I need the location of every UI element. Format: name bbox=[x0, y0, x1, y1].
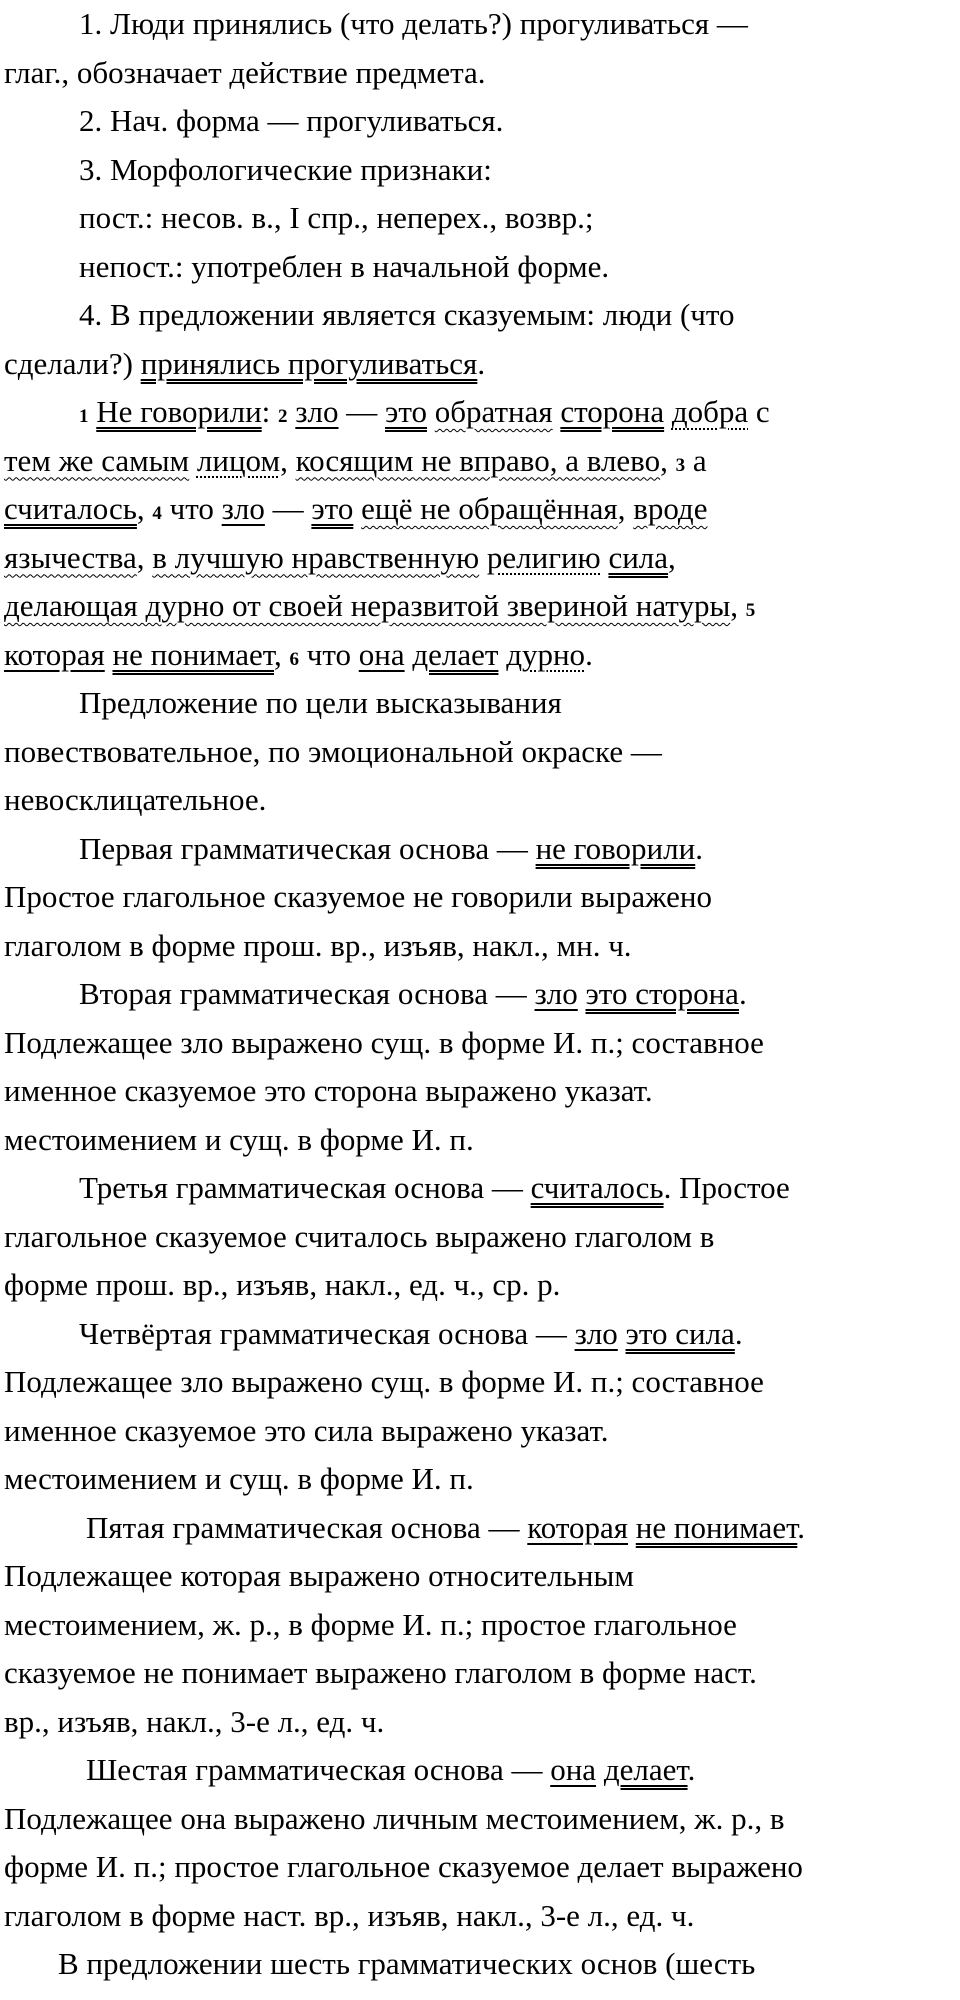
sentence-line-6: которая не понимает, 6 что она делает дурно. bbox=[4, 636, 593, 672]
paragraph-line: Первая грамматическая основа — не говорили. bbox=[79, 830, 703, 866]
plain-text: Четвёртая грамматическая основа — bbox=[79, 1315, 575, 1351]
definition-underline: ещё не обращённая bbox=[361, 491, 618, 526]
paragraph-line: местоимением и сущ. в форме И. п. bbox=[4, 1121, 474, 1157]
sentence-line-3: считалось, 4 что зло — это ещё не обращённая, вроде bbox=[4, 491, 708, 526]
plain-text: Пятая грамматическая основа — bbox=[86, 1509, 528, 1545]
plain-text: Первая грамматическая основа — bbox=[79, 830, 536, 866]
analysis-line-7: 4. В предложении является сказуемым: люди (что bbox=[79, 297, 735, 332]
paragraph-line: именное сказуемое это сторона выражено указат. bbox=[4, 1073, 653, 1108]
subject-underline: которая bbox=[527, 1509, 629, 1545]
predicate-underline: это bbox=[311, 491, 354, 526]
sentence-line-4: язычества, в лучшую нравственную религию сила, bbox=[4, 539, 676, 575]
paragraph-line: форме прош. вр., изъяв, накл., ед. ч., ср. р. bbox=[4, 1267, 561, 1302]
paragraph-line: глаголом в форме прош. вр., изъяв, накл., мн. ч. bbox=[4, 927, 632, 963]
predicate-underline: делает bbox=[603, 1752, 688, 1787]
plain-text: Третья грамматическая основа — bbox=[79, 1170, 531, 1205]
predicate-underline: это сила bbox=[625, 1315, 735, 1351]
subject-underline: зло bbox=[221, 491, 265, 526]
punctuation: : bbox=[261, 394, 279, 429]
clause-number: 5 bbox=[745, 600, 756, 621]
predicate-underline: Не говорили bbox=[96, 394, 262, 429]
subject-underline: она bbox=[358, 636, 405, 672]
clause-number: 3 bbox=[675, 454, 686, 476]
analysis-line-4: 3. Морфологические признаки: bbox=[79, 151, 492, 187]
subject-underline: зло bbox=[574, 1315, 618, 1351]
object-underline: лицом bbox=[196, 442, 281, 478]
definition-underline: делающая дурно от своей неразвитой звериной натуры bbox=[4, 588, 731, 623]
analysis-line-2: глаг., обозначает действие предмета. bbox=[4, 54, 486, 90]
definition-underline: обратная bbox=[434, 394, 553, 429]
subject-underline: она bbox=[550, 1752, 597, 1787]
clause-number: 2 bbox=[278, 406, 288, 427]
analysis-line-1: 1. Люди принялись (что делать?) прогуливаться — bbox=[79, 6, 748, 41]
predicate-underline: это сторона bbox=[585, 976, 739, 1011]
subject-underline: зло bbox=[534, 976, 578, 1011]
sentence-line-2: тем же самым лицом, косящим не вправо, а влево, 3 а bbox=[4, 442, 707, 478]
definition-underline: тем же самым bbox=[4, 442, 190, 478]
clause-number: 1 bbox=[79, 406, 89, 427]
paragraph-line: Подлежащее зло выражено сущ. в форме И. п.; составное bbox=[4, 1364, 764, 1399]
analysis-line-8 bbox=[4, 340, 956, 389]
analysis-line-6: непост.: употреблен в начальной форме. bbox=[79, 248, 610, 284]
paragraph-line: местоимением и сущ. в форме И. п. bbox=[4, 1461, 474, 1496]
paragraph-line: Подлежащее она выражено личным местоимением, ж. р., в bbox=[4, 1800, 785, 1836]
paragraph-line: сказуемое не понимает выражено глаголом в форме наст. bbox=[4, 1655, 757, 1690]
punctuation: — bbox=[264, 491, 312, 526]
subject-underline: зло bbox=[295, 394, 339, 429]
plain-text: что bbox=[299, 636, 359, 672]
sentence-line-5: делающая дурно от своей неразвитой звериной натуры, 5 bbox=[4, 588, 756, 623]
paragraph-line: вр., изъяв, накл., 3-е л., ед. ч. bbox=[4, 1703, 385, 1739]
predicate-underline: сила bbox=[608, 539, 669, 575]
predicate-underline: делает bbox=[412, 636, 499, 672]
clause-number: 4 bbox=[152, 503, 162, 524]
adverbial-underline: дурно bbox=[506, 636, 586, 672]
paragraph-line: местоимением, ж. р., в форме И. п.; простое глагольное bbox=[4, 1606, 737, 1642]
paragraph-line: повествовательное, по эмоциональной окраске — bbox=[4, 733, 662, 769]
punctuation: — bbox=[338, 394, 386, 429]
definition-underline: косящим не вправо, а влево bbox=[295, 442, 661, 478]
plain-text: что bbox=[161, 491, 222, 526]
plain-text: а bbox=[685, 442, 707, 478]
paragraph-line: невосклицательное. bbox=[4, 782, 267, 817]
sentence-line-1 bbox=[4, 388, 956, 437]
analysis-line-5: пост.: несов. в., I спр., неперех., возвр.; bbox=[79, 200, 594, 235]
paragraph-line: Простое глагольное сказуемое не говорили выражено bbox=[4, 879, 712, 914]
predicate-underline: это bbox=[385, 394, 427, 429]
plain-text: Шестая грамматическая основа — bbox=[86, 1752, 551, 1787]
predicate-underline: не говорили bbox=[535, 830, 696, 866]
object-underline: добра bbox=[671, 394, 749, 429]
paragraph-line: Вторая грамматическая основа — зло это сторона. bbox=[79, 976, 747, 1011]
definition-underline: язычества bbox=[4, 539, 137, 575]
predicate-underline: считалось bbox=[4, 491, 137, 526]
plain-text: с bbox=[748, 394, 770, 429]
paragraph-line: глаголом в форме наст. вр., изъяв, накл., 3-е л., ед. ч. bbox=[4, 1897, 695, 1933]
paragraph-line: форме И. п.; простое глагольное сказуемое делает выражено bbox=[4, 1849, 803, 1884]
definition-underline: в лучшую нравственную bbox=[152, 539, 480, 575]
paragraph-line: Четвёртая грамматическая основа — зло это сила. bbox=[79, 1315, 743, 1351]
paragraph-line: Пятая грамматическая основа — которая не понимает. bbox=[86, 1509, 806, 1545]
predicate-underline: принялись прогуливаться bbox=[140, 345, 478, 381]
paragraph-line: Шестая грамматическая основа — она делает. bbox=[86, 1752, 696, 1787]
predicate-underline: не понимает bbox=[635, 1509, 798, 1545]
paragraph-line: Подлежащее зло выражено сущ. в форме И. п.; составное bbox=[4, 1024, 764, 1060]
subject-underline: которая bbox=[4, 636, 105, 672]
predicate-underline: считалось bbox=[530, 1170, 664, 1205]
analysis-period: . bbox=[477, 345, 486, 381]
object-underline: религию bbox=[486, 539, 601, 575]
analysis-line-3: 2. Нач. форма — прогуливаться. bbox=[79, 103, 504, 138]
predicate-underline: не понимает bbox=[112, 636, 275, 672]
predicate-underline: сторона bbox=[560, 394, 665, 429]
definition-underline: вроде bbox=[633, 491, 708, 526]
paragraph-line bbox=[4, 1164, 956, 1213]
paragraph-line: глагольное сказуемое считалось выражено глаголом в bbox=[4, 1218, 715, 1254]
plain-text: . Простое bbox=[663, 1170, 790, 1205]
paragraph-line: В предложении шесть грамматических основ (шесть bbox=[58, 1946, 756, 1981]
clause-number: 6 bbox=[289, 648, 300, 670]
paragraph-line: именное сказуемое это сила выражено указат. bbox=[4, 1412, 609, 1448]
analysis-text: сделали?) bbox=[4, 345, 141, 381]
paragraph-line: Подлежащее которая выражено относительным bbox=[4, 1558, 634, 1593]
paragraph-line: Предложение по цели высказывания bbox=[79, 685, 562, 720]
plain-text: Вторая грамматическая основа — bbox=[79, 976, 535, 1011]
